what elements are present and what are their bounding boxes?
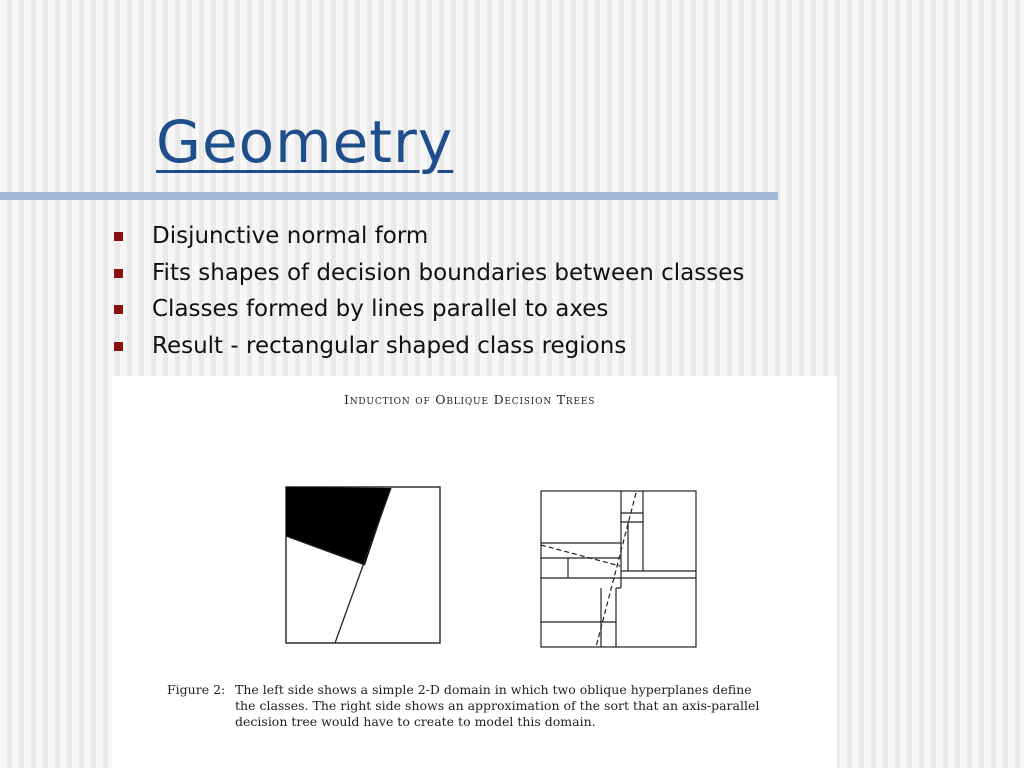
square-bullet-icon: [114, 269, 123, 278]
axis-parallel-border: [541, 491, 696, 647]
oblique-reference-dashed: [541, 545, 620, 566]
caption-label: Figure 2:: [167, 682, 226, 697]
caption-line: the classes. The right side shows an approximation of the sort that an axis-parallel: [235, 698, 760, 713]
bullet-item: [114, 293, 744, 330]
caption-line: decision tree would have to create to model this domain.: [235, 714, 596, 729]
caption-lines: [235, 682, 805, 730]
bullet-text: Classes formed by lines parallel to axes: [152, 296, 609, 322]
oblique-class-region: [286, 487, 391, 565]
figure-heading: Induction of Oblique Decision Trees: [344, 392, 596, 407]
square-bullet-icon: [114, 305, 123, 314]
bullet-item: [114, 220, 744, 257]
square-bullet-icon: [114, 232, 123, 241]
bullet-text: Disjunctive normal form: [152, 223, 429, 249]
oblique-domain-diagram: [286, 487, 440, 643]
figure-panel: [112, 376, 837, 768]
slide-title: Geometry: [156, 108, 454, 176]
bullet-text: Fits shapes of decision boundaries between classes: [152, 259, 745, 286]
bullet-text: Result - rectangular shaped class regions: [152, 332, 627, 359]
title-rule: [0, 192, 778, 200]
caption-line: The left side shows a simple 2-D domain in which two oblique hyperplanes define: [235, 682, 752, 697]
bullet-item: [114, 330, 744, 367]
square-bullet-icon: [114, 342, 123, 351]
bullet-list: [114, 220, 744, 366]
axis-parallel-diagram: [541, 491, 696, 647]
bullet-item: [114, 257, 744, 294]
